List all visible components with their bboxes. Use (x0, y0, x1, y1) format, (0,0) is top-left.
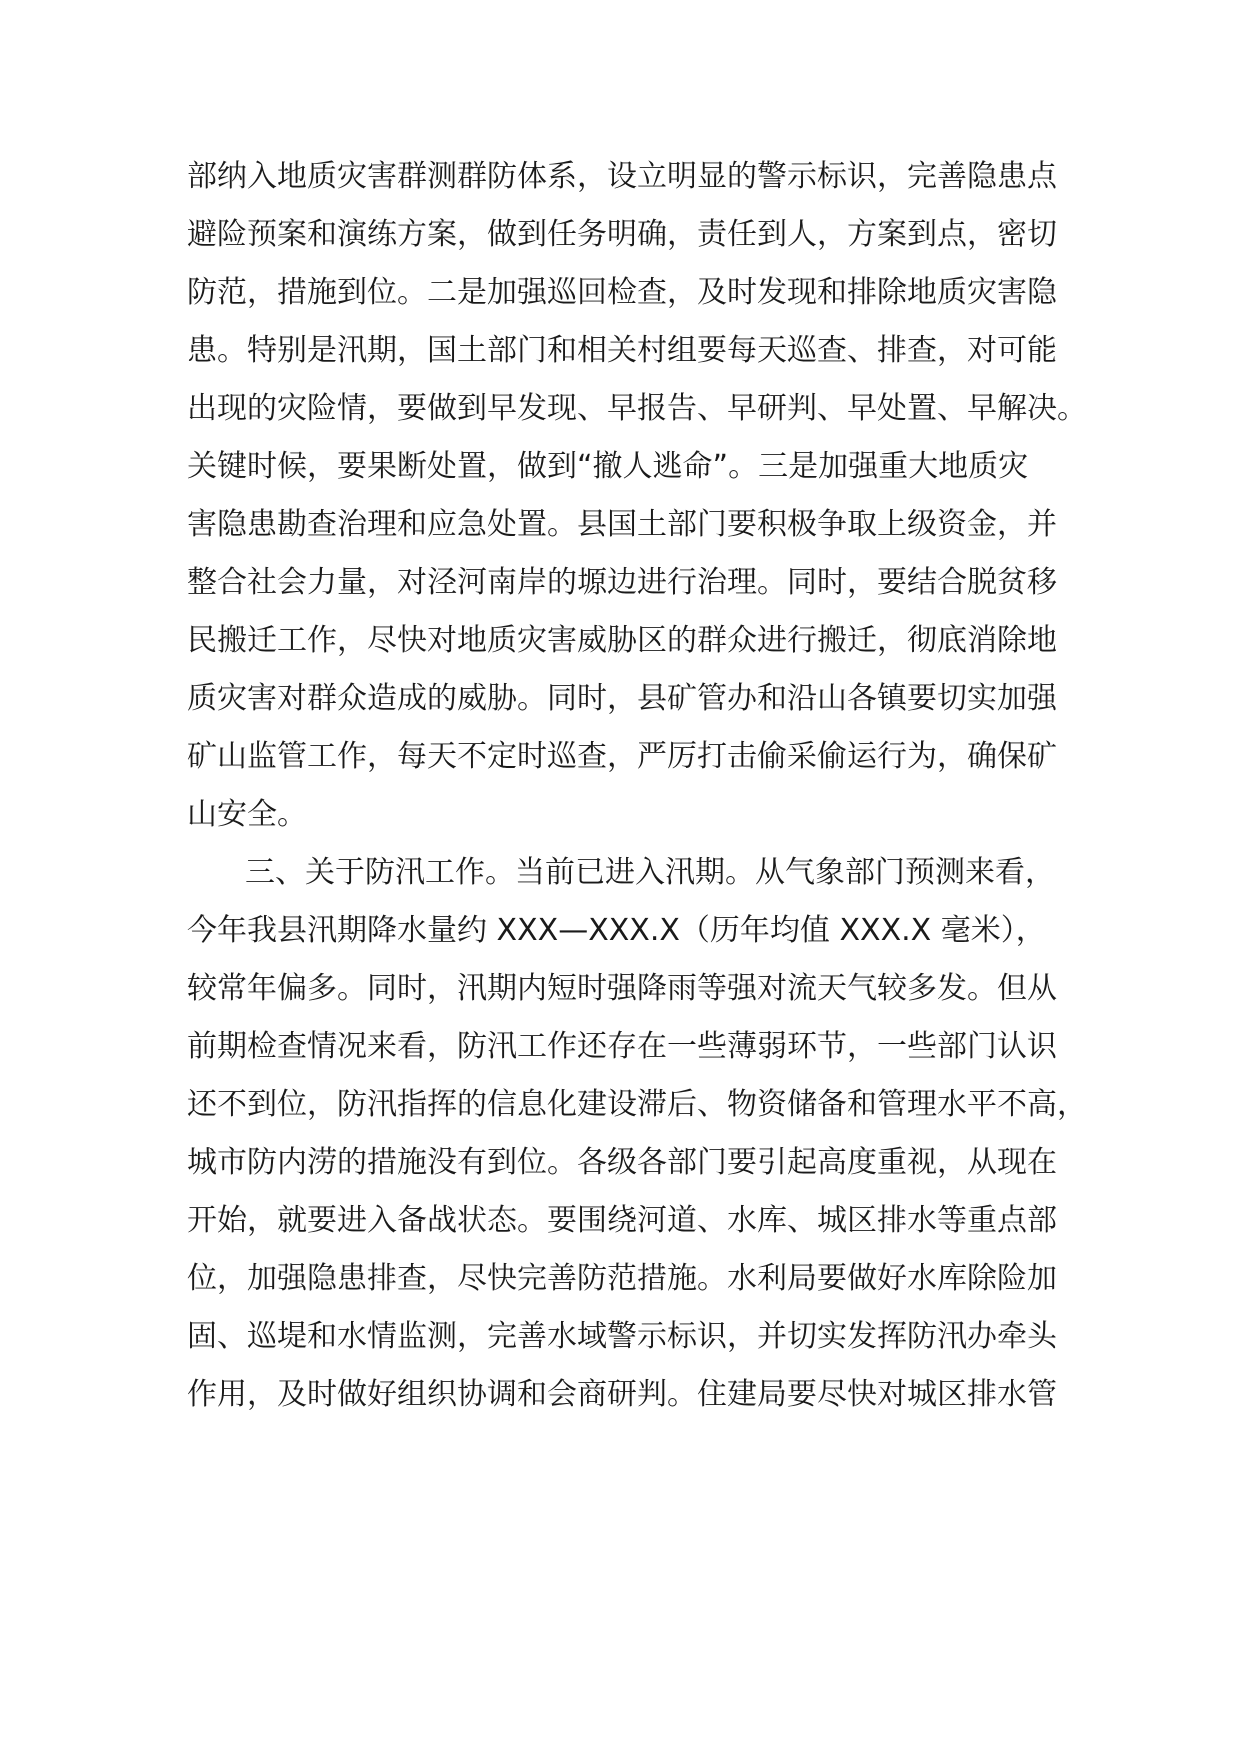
text-line: 固、巡堤和水情监测，完善水域警示标识，并切实发挥防汛办牵头 (187, 1319, 1057, 1354)
text-line: 质灾害对群众造成的威胁。同时，县矿管办和沿山各镇要切实加强 (187, 681, 1057, 716)
text-line: 开始，就要进入备战状态。要围绕河道、水库、城区排水等重点部 (187, 1203, 1057, 1238)
text-line: 城市防内涝的措施没有到位。各级各部门要引起高度重视，从现在 (187, 1145, 1057, 1180)
text-line: 还不到位，防汛指挥的信息化建设滞后、物资储备和管理水平不高， (187, 1087, 1087, 1122)
text-line: 今年我县汛期降水量约 XXX—XXX.X（历年均值 XXX.X 毫米）， (187, 913, 1046, 948)
text-line: 位，加强隐患排查，尽快完善防范措施。水利局要做好水库除险加 (187, 1261, 1057, 1296)
text-line: 作用，及时做好组织协调和会商研判。住建局要尽快对城区排水管 (187, 1377, 1057, 1412)
text-line: 矿山监管工作，每天不定时巡查，严厉打击偷采偷运行为，确保矿 (187, 739, 1057, 774)
text-line: 前期检查情况来看，防汛工作还存在一些薄弱环节，一些部门认识 (187, 1029, 1057, 1064)
text-line: 出现的灾险情，要做到早发现、早报告、早研判、早处置、早解决。 (187, 391, 1087, 426)
text-line: 较常年偏多。同时，汛期内短时强降雨等强对流天气较多发。但从 (187, 971, 1057, 1006)
text-line: 山安全。 (187, 797, 307, 832)
text-line: 害隐患勘查治理和应急处置。县国土部门要积极争取上级资金，并 (187, 507, 1057, 542)
text-line: 防范，措施到位。二是加强巡回检查，及时发现和排除地质灾害隐 (187, 275, 1057, 310)
text-line: 民搬迁工作，尽快对地质灾害威胁区的群众进行搬迁，彻底消除地 (187, 623, 1057, 658)
text-line: 避险预案和演练方案，做到任务明确，责任到人，方案到点，密切 (187, 217, 1057, 252)
text-line: 整合社会力量，对泾河南岸的塬边进行治理。同时，要结合脱贫移 (187, 565, 1057, 600)
paragraph-first-line: 三、关于防汛工作。当前已进入汛期。从气象部门预测来看， (245, 855, 1055, 890)
text-line: 部纳入地质灾害群测群防体系，设立明显的警示标识，完善隐患点 (187, 159, 1057, 194)
text-line: 关键时候，要果断处置，做到“撤人逃命”。三是加强重大地质灾 (187, 449, 1029, 484)
text-line: 患。特别是汛期，国土部门和相关村组要每天巡查、排查，对可能 (187, 333, 1057, 368)
